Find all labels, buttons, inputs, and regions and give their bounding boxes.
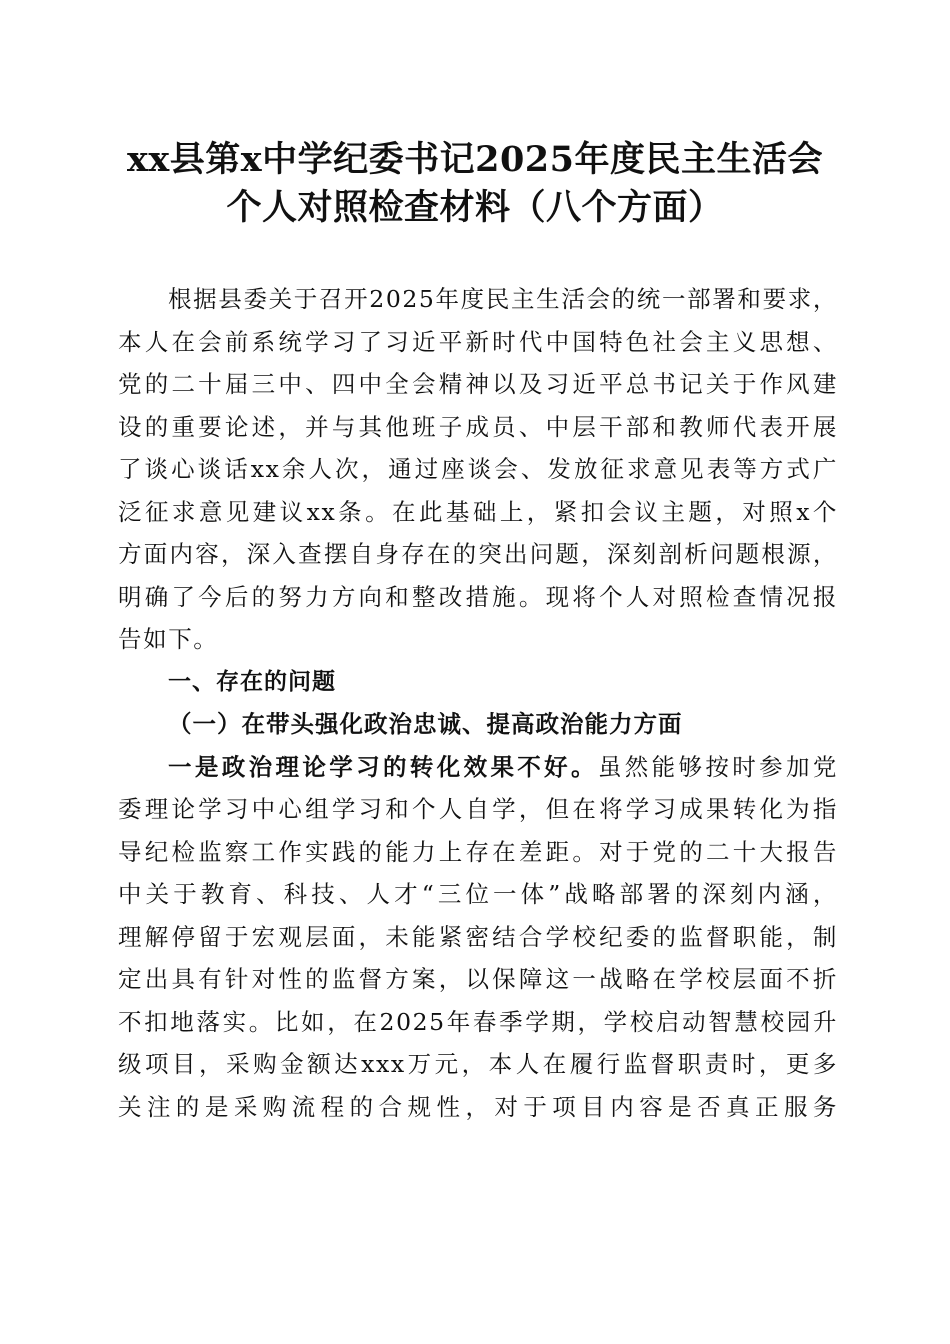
title-line-2: 个人对照检查材料（八个方面）: [226, 187, 724, 228]
document-title: [90, 136, 860, 232]
paragraph-line: 根据县委关于召开2025年度民主生活会的统一部署和要求，: [168, 285, 838, 313]
paragraph-line: 方面内容，深入查摆自身存在的突出问题，深刻剖析问题根源，: [118, 540, 838, 568]
section-heading: 一、存在的问题: [168, 668, 336, 695]
paragraph-line: 关注的是采购流程的合规性，对于项目内容是否真正服务: [118, 1092, 838, 1121]
document-body: [118, 278, 838, 1128]
paragraph-line: 委理论学习中心组学习和个人自学，但在将学习成果转化为指: [118, 795, 838, 823]
subsection-heading: （一）在带头强化政治忠诚、提高政治能力方面: [168, 710, 683, 738]
paragraph-line: 不扣地落实。比如，在2025年春季学期，学校启动智慧校园升: [118, 1007, 838, 1036]
title-line-1: xx县第x中学纪委书记2025年度民主生活会: [126, 139, 823, 180]
paragraph-line: 理解停留于宏观层面，未能紧密结合学校纪委的监督职能，制: [118, 922, 838, 951]
paragraph-line: 了谈心谈话xx余人次，通过座谈会、发放征求意见表等方式广: [118, 455, 838, 483]
paragraph-line: 定出具有针对性的监督方案，以保障这一战略在学校层面不折: [118, 965, 838, 993]
paragraph-line: 导纪检监察工作实践的能力上存在差距。对于党的二十大报告: [118, 837, 838, 866]
paragraph-line: 设的重要论述，并与其他班子成员、中层干部和教师代表开展: [118, 412, 838, 441]
point-lead: 一是政治理论学习的转化效果不好。: [168, 752, 598, 781]
paragraph-line: 中关于教育、科技、人才“三位一体”战略部署的深刻内涵，: [118, 880, 838, 908]
paragraph-line: 党的二十届三中、四中全会精神以及习近平总书记关于作风建: [118, 370, 838, 398]
paragraph-line: [118, 746, 838, 789]
paragraph-line: 明确了今后的努力方向和整改措施。现将个人对照检查情况报: [118, 582, 838, 611]
paragraph-line: 级项目，采购金额达xxx万元，本人在履行监督职责时，更多: [118, 1050, 838, 1078]
point-1-paragraph: [118, 746, 838, 1129]
paragraph-line: 泛征求意见建议xx条。在此基础上，紧扣会议主题，对照x个: [118, 497, 838, 526]
point-lead-rest: 虽然能够按时参加党: [597, 752, 838, 781]
paragraph-line: 本人在会前系统学习了习近平新时代中国特色社会主义思想、: [118, 327, 838, 356]
intro-paragraph: [118, 278, 838, 661]
paragraph-line: 告如下。: [118, 625, 219, 653]
